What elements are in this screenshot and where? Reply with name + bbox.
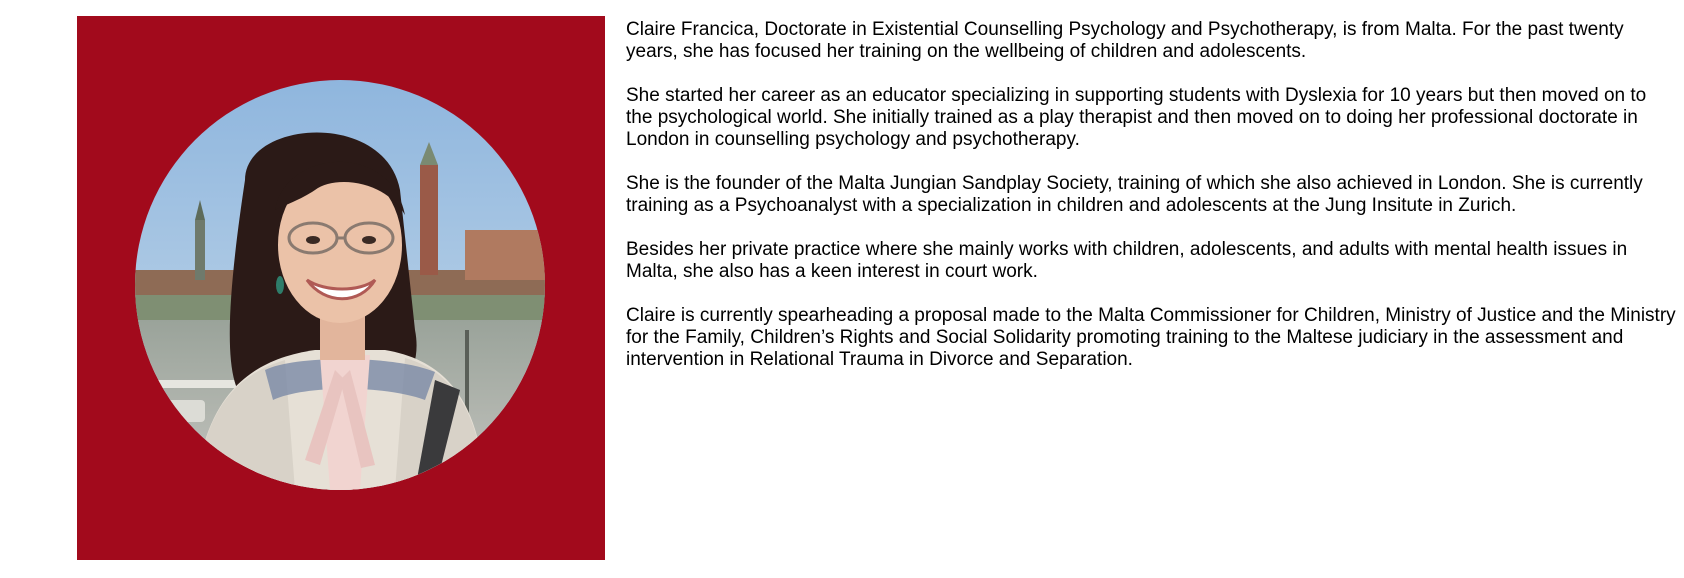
portrait-illustration xyxy=(135,80,545,490)
portrait-photo xyxy=(135,80,545,490)
bio-paragraph-3: She is the founder of the Malta Jungian Sandplay Society, training of which she also achieved in London. She is currently training as a Psychoanalyst with a specialization in children and adolescents at the Jung Insitute in Zurich. xyxy=(626,173,1643,216)
bio-paragraph-2: She started her career as an educator specializing in supporting students with Dyslexia for 10 years but then moved on to the psychological world. She initially trained as a play therapist and then moved on to doing her professional doctorate in London in counselling psychology and psychotherapy. xyxy=(626,85,1647,150)
bio-text xyxy=(626,19,1676,393)
bio-paragraph-5: Claire is currently spearheading a proposal made to the Malta Commissioner for Children, Ministry of Justice and the Ministry for the Family, Children’s Rights and Social Solidarity promoting training to the Maltese judiciary in the assessment and intervention in Relational Trauma in Divorce and Separation. xyxy=(626,305,1676,370)
bio-paragraph-1: Claire Francica, Doctorate in Existential Counselling Psychology and Psychotherapy, is from Malta. For the past twenty years, she has focused her training on the wellbeing of children and adolescents. xyxy=(626,19,1624,62)
photo-panel xyxy=(77,16,605,560)
bio-paragraph-4: Besides her private practice where she mainly works with children, adolescents, and adults with mental health issues in Malta, she also has a keen interest in court work. xyxy=(626,239,1628,282)
